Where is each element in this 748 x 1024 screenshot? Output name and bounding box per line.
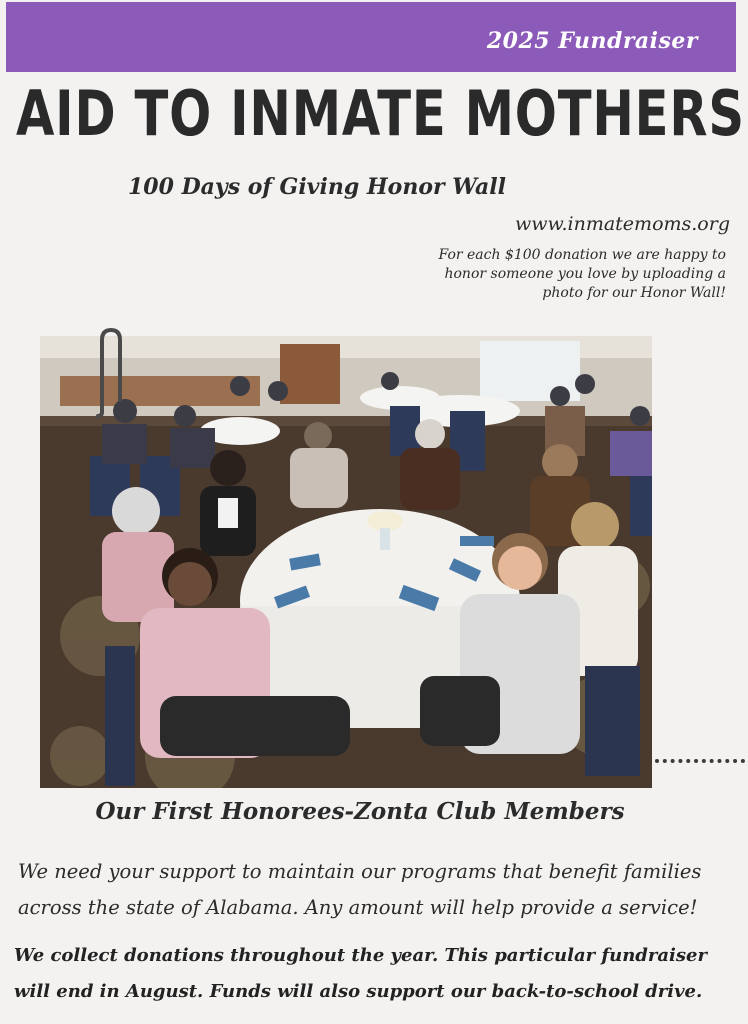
support-text: We need your support to maintain our programs that benefit families across the state of Alabama. Any amount will help provide a service!	[18, 860, 702, 919]
collection-text: We collect donations throughout the year. This particular fundraiser will end in August. Funds will also support our back-to-school drive.	[14, 945, 707, 1002]
donation-note: For each $100 donation we are happy to honor someone you love by uploading a photo for our Honor Wall!	[438, 247, 726, 301]
photo-illustration	[40, 336, 652, 788]
dotted-divider	[655, 759, 745, 763]
page-title: AID TO INMATE MOTHERS	[16, 77, 745, 150]
website-link[interactable]: www.inmatemoms.org	[514, 213, 730, 235]
header-banner	[6, 2, 736, 72]
page-subtitle: 100 Days of Giving Honor Wall	[128, 174, 507, 200]
banner-label: 2025 Fundraiser	[486, 28, 698, 54]
photo-caption: Our First Honorees-Zonta Club Members	[95, 798, 625, 825]
group-photo	[40, 336, 652, 788]
paper-clip-icon	[94, 326, 122, 418]
